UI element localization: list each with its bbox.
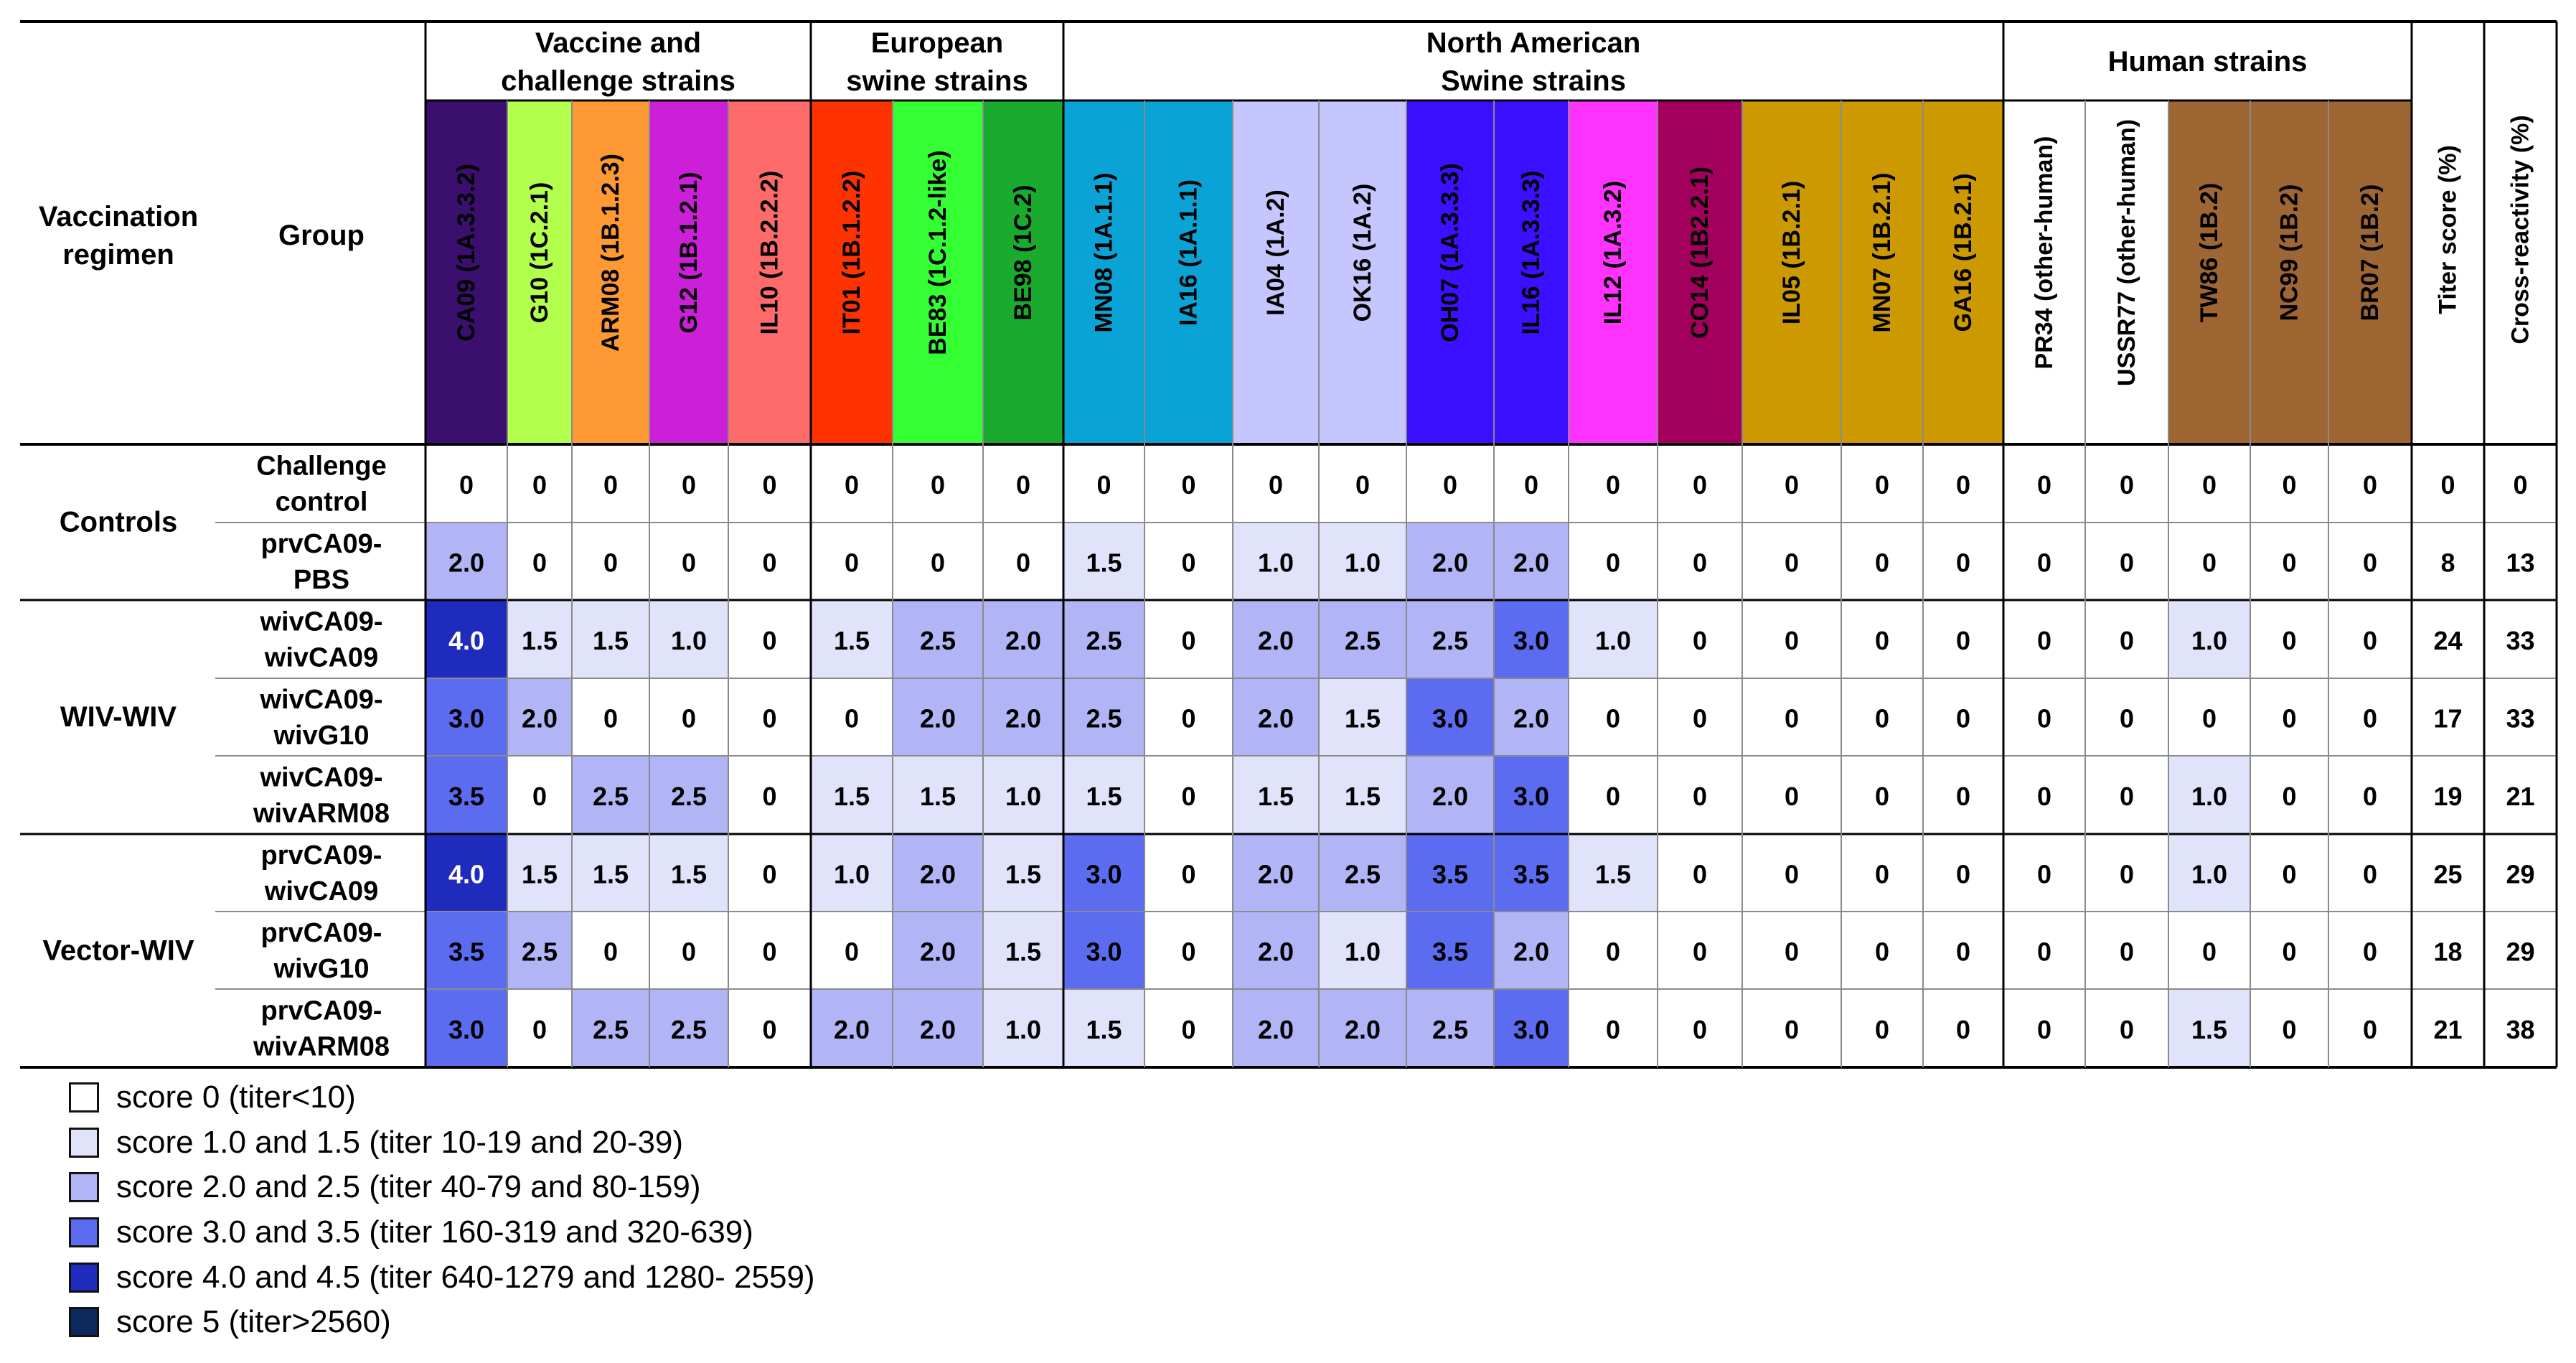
cell-value: 1.5 [670,859,708,889]
strain-label: CA09 (1A.3.3.2) [453,164,480,342]
cell-value: 0 [2036,937,2052,967]
score-legend [69,1075,1145,1345]
cross-reactivity-value: 33 [2506,703,2535,734]
cell-value: 1.5 [1086,1015,1122,1044]
cell-value: 0 [2282,470,2297,500]
cell-value: 1.5 [1594,859,1632,889]
cell-value: 0 [2036,1015,2052,1044]
strain-group-header-line2: swine strains [846,65,1028,97]
cell-value: 0 [2119,859,2135,889]
cell-value: 0 [844,548,860,578]
cell-value: 0 [930,548,946,578]
group-label-line1: prvCA09- [260,918,382,948]
strain-label: IL16 (1A.3.3.3) [1518,170,1545,335]
cell-value: 0 [681,937,697,967]
cell-value: 0 [1605,782,1621,811]
cell-value: 0 [1015,470,1031,500]
cell-value: 4.0 [448,859,485,889]
group-label-line1: prvCA09- [260,840,382,871]
cell-value: 0 [2201,548,2217,578]
cell-value: 2.0 [1432,548,1469,578]
cell-value: 0 [1955,548,1971,578]
cell-value: 0 [844,703,860,734]
cell-value: 0 [1096,470,1111,500]
cell-value: 0 [1955,1015,1971,1044]
cell-value: 0 [1874,937,1890,967]
cell-value: 1.5 [919,782,956,811]
cell-value: 2.0 [919,703,956,734]
cell-value: 0 [1355,470,1371,500]
cell-value: 0 [2362,548,2378,578]
cell-value: 0 [1692,782,1708,811]
cell-value: 0 [2362,626,2378,655]
cell-value: 0 [1605,937,1621,967]
cell-value: 0 [1605,548,1621,578]
cell-value: 3.5 [1432,937,1469,967]
cell-value: 1.5 [592,859,629,889]
cell-value: 2.5 [592,1015,629,1044]
cell-value: 0 [762,703,777,734]
cell-value: 1.0 [2191,782,2228,811]
cell-value: 2.0 [1513,937,1550,967]
legend-swatch [69,1082,99,1113]
cell-value: 2.5 [521,937,558,967]
strain-label: CO14 (1B2.2.1) [1686,167,1714,339]
cell-value: 0 [2119,470,2135,500]
group-label-line2: wivCA09 [264,876,379,907]
cell-value: 1.5 [521,626,558,655]
cell-value: 2.0 [448,548,485,578]
cell-value: 0 [532,782,547,811]
cell-value: 0 [762,859,777,889]
titer-score-value: 8 [2440,548,2455,578]
strain-label: IA04 (1A.2) [1262,189,1289,316]
cell-value: 1.0 [670,626,708,655]
cell-value: 0 [2119,626,2135,655]
cell-value: 0 [762,470,777,500]
cell-value: 0 [1692,548,1708,578]
legend-swatch [69,1307,99,1337]
strain-group-header-line1: Vaccine and [535,27,702,59]
cell-value: 0 [603,703,619,734]
cell-value: 2.5 [1432,1015,1469,1044]
group-label-line2: wivARM08 [253,798,390,829]
cell-value: 0 [1784,626,1800,655]
titer-score-value: 18 [2433,937,2463,967]
cell-value: 0 [1955,470,1971,500]
strain-label: OH07 (1A.3.3.3) [1437,163,1464,342]
legend-swatch [69,1172,99,1202]
strain-label: BE83 (1C.1.2-like) [924,150,951,355]
cell-value: 2.0 [1005,626,1042,655]
cross-reactivity-value: 33 [2506,626,2535,655]
cell-value: 0 [532,548,547,578]
cell-value: 0 [2119,703,2135,734]
cell-value: 3.5 [1432,859,1469,889]
cell-value: 3.5 [448,937,485,967]
cell-value: 3.0 [1432,703,1469,734]
strain-label: NC99 (1B.2) [2275,184,2303,322]
cell-value: 1.0 [2191,626,2228,655]
strain-label: G10 (1C.2.1) [526,182,553,324]
cell-value: 2.0 [1344,1015,1381,1044]
cross-reactivity-header: Cross-reactivity (%) [2506,115,2534,345]
cell-value: 1.0 [1257,548,1294,578]
regimen-header-line2: regimen [62,239,174,271]
cell-value: 2.0 [919,859,956,889]
group-label-line1: wivCA09- [260,606,383,637]
cell-value: 2.5 [1344,859,1381,889]
strain-label: PR34 (other-human) [2031,136,2058,370]
cell-value: 0 [762,782,777,811]
cell-value: 2.0 [1513,548,1550,578]
cell-value: 0 [2119,937,2135,967]
cell-value: 0 [844,470,860,500]
cell-value: 1.5 [2191,1015,2228,1044]
cell-value: 0 [1268,470,1284,500]
cell-value: 3.5 [448,782,485,811]
cross-reactivity-value: 29 [2506,859,2535,889]
cell-value: 2.5 [1086,703,1122,734]
regimen-label: WIV-WIV [60,701,177,733]
strain-label: OK16 (1A.2) [1349,183,1376,322]
cell-value: 0 [844,937,860,967]
cell-value: 0 [2201,937,2217,967]
cell-value: 0 [2282,937,2297,967]
cell-value: 1.5 [833,782,870,811]
cell-value: 2.0 [521,703,558,734]
cell-value: 0 [1605,1015,1621,1044]
cell-value: 1.5 [1086,548,1122,578]
cell-value: 0 [1442,470,1458,500]
cell-value: 0 [1874,626,1890,655]
strain-label: USSR77 (other-human) [2113,118,2140,387]
cell-value: 0 [762,626,777,655]
strain-label: IL05 (1B.2.1) [1778,180,1805,325]
legend-label: score 0 (titer<10) [116,1079,356,1115]
legend-label: score 4.0 and 4.5 (titer 640-1279 and 1280- 2559) [116,1259,815,1295]
cell-value: 1.5 [592,626,629,655]
cell-value: 1.5 [1005,859,1042,889]
cell-value: 2.5 [1432,626,1469,655]
cell-value: 2.5 [670,782,708,811]
cell-value: 0 [2282,626,2297,655]
legend-item [69,1255,1145,1300]
cell-value: 0 [762,937,777,967]
cell-value: 0 [1181,859,1196,889]
cell-value: 1.5 [1086,782,1122,811]
strain-label: IL10 (1B.2.2.2) [756,170,784,335]
group-label-line2: wivG10 [273,954,370,984]
group-label-line2: wivARM08 [253,1031,390,1062]
cell-value: 2.0 [1257,859,1294,889]
cell-value: 2.5 [1086,626,1122,655]
cell-value: 0 [1784,470,1800,500]
cell-value: 3.0 [448,1015,485,1044]
strain-group-header-line2: Swine strains [1441,65,1626,97]
cell-value: 0 [1955,626,1971,655]
strain-label: G12 (1B.1.2.1) [675,172,702,334]
regimen-header-line1: Vaccination [38,201,199,233]
cell-value: 0 [459,470,474,500]
cell-value: 2.0 [1257,703,1294,734]
cell-value: 0 [1181,470,1196,500]
regimen-label: Vector-WIV [42,935,194,967]
cell-value: 0 [1181,1015,1196,1044]
strain-label: ARM08 (1B.1.2.3) [597,154,624,352]
cell-value: 0 [2036,703,2052,734]
strain-group-header: Human strains [2107,46,2308,78]
group-label-line2: wivG10 [273,721,370,751]
cell-value: 1.0 [1594,626,1632,655]
cell-value: 0 [1784,1015,1800,1044]
cell-value: 0 [1955,703,1971,734]
cell-value: 0 [1181,703,1196,734]
cell-value: 0 [2362,937,2378,967]
cell-value: 0 [930,470,946,500]
titer-score-value: 17 [2433,703,2463,734]
cell-value: 1.0 [2191,859,2228,889]
cell-value: 1.5 [833,626,870,655]
strain-group-header-line2: challenge strains [501,65,735,97]
cell-value: 0 [2036,626,2052,655]
cell-value: 1.5 [521,859,558,889]
legend-item [69,1300,1145,1345]
cell-value: 0 [603,548,619,578]
cell-value: 0 [1955,937,1971,967]
cell-value: 0 [1605,703,1621,734]
strain-label: IT01 (1B.1.2.2) [838,170,865,335]
cell-value: 1.5 [1344,703,1381,734]
cell-value: 2.0 [919,1015,956,1044]
cell-value: 2.0 [1257,626,1294,655]
cell-value: 0 [1874,859,1890,889]
cross-reactivity-value: 0 [2513,470,2528,500]
group-header: Group [278,220,365,251]
cell-value: 0 [2036,548,2052,578]
cell-value: 0 [1181,782,1196,811]
cell-value: 1.0 [1005,782,1042,811]
group-label-line2: control [275,487,368,517]
group-label-line1: prvCA09- [260,529,382,559]
cell-value: 0 [1874,470,1890,500]
cell-value: 2.5 [1344,626,1381,655]
cross-reactivity-value: 13 [2506,548,2535,578]
legend-swatch [69,1263,99,1293]
titer-score-header: Titer score (%) [2434,145,2462,314]
group-label-line1: wivCA09- [260,762,383,793]
group-label-line2: PBS [293,565,350,595]
cell-value: 0 [1692,859,1708,889]
cell-value: 0 [681,703,697,734]
legend-swatch [69,1217,99,1247]
titer-score-value: 24 [2433,626,2463,655]
cell-value: 2.5 [592,782,629,811]
cell-value: 1.0 [1344,937,1381,967]
legend-label: score 3.0 and 3.5 (titer 160-319 and 320-639) [116,1214,753,1250]
cell-value: 1.0 [1005,1015,1042,1044]
cell-value: 0 [681,548,697,578]
cell-value: 0 [2119,1015,2135,1044]
cell-value: 0 [2362,859,2378,889]
cell-value: 0 [1692,1015,1708,1044]
strain-label: MN07 (1B.2.1) [1868,172,1896,333]
strain-group-header-line1: North American [1426,27,1641,59]
group-label-line1: Challenge [256,451,387,482]
cell-value: 0 [2362,782,2378,811]
cell-value: 0 [532,470,547,500]
cell-value: 0 [1955,859,1971,889]
group-label-line1: wivCA09- [260,685,383,715]
legend-label: score 1.0 and 1.5 (titer 10-19 and 20-39) [116,1124,684,1160]
cell-value: 0 [1955,782,1971,811]
cell-value: 0 [1784,548,1800,578]
cell-value: 0 [2036,470,2052,500]
cell-value: 0 [1181,548,1196,578]
legend-label: score 5 (titer>2560) [116,1304,391,1340]
strain-label: GA16 (1B.2.1) [1950,173,1977,332]
titer-score-value: 19 [2433,782,2463,811]
cell-value: 0 [2282,859,2297,889]
legend-item [69,1120,1145,1166]
cell-value: 0 [2119,782,2135,811]
cell-value: 2.0 [833,1015,870,1044]
strain-label: BE98 (1C.2) [1010,184,1037,321]
titer-score-value: 0 [2440,470,2455,500]
cell-value: 2.0 [1257,1015,1294,1044]
cell-value: 0 [1523,470,1539,500]
cell-value: 3.0 [448,703,485,734]
titer-score-value: 25 [2433,859,2463,889]
cell-value: 3.0 [1086,937,1122,967]
cell-value: 0 [2282,703,2297,734]
cell-value: 0 [1692,470,1708,500]
legend-item [69,1165,1145,1210]
cell-value: 0 [2282,548,2297,578]
cell-value: 0 [1692,937,1708,967]
cell-value: 0 [2201,470,2217,500]
cell-value: 0 [2201,703,2217,734]
cross-reactivity-value: 29 [2506,937,2535,967]
cell-value: 1.5 [1005,937,1042,967]
cell-value: 0 [2362,703,2378,734]
legend-item [69,1210,1145,1255]
cell-value: 2.0 [1513,703,1550,734]
cell-value: 1.0 [1344,548,1381,578]
strain-label: MN08 (1A.1.1) [1090,172,1118,333]
cell-value: 0 [1181,937,1196,967]
cell-value: 1.5 [1257,782,1294,811]
strain-label: IA16 (1A.1.1) [1175,179,1203,327]
cell-value: 0 [603,470,619,500]
cell-value: 0 [2282,782,2297,811]
cell-value: 0 [1874,782,1890,811]
cell-value: 0 [1605,470,1621,500]
cell-value: 0 [532,1015,547,1044]
cell-value: 1.0 [833,859,870,889]
cell-value: 2.0 [919,937,956,967]
cell-value: 2.0 [1005,703,1042,734]
strain-label: TW86 (1B.2) [2196,182,2223,323]
cell-value: 0 [1784,937,1800,967]
cell-value: 4.0 [448,626,485,655]
group-label-line2: wivCA09 [264,642,379,673]
cell-value: 0 [762,548,777,578]
cell-value: 0 [603,937,619,967]
strain-label: BR07 (1B.2) [2356,184,2384,322]
cell-value: 0 [762,1015,777,1044]
cell-value: 1.5 [1344,782,1381,811]
cell-value: 0 [2362,470,2378,500]
cell-value: 0 [1015,548,1031,578]
cell-value: 3.0 [1513,782,1550,811]
cell-value: 0 [1784,859,1800,889]
cell-value: 0 [1874,1015,1890,1044]
cell-value: 0 [1784,782,1800,811]
cell-value: 0 [681,470,697,500]
cell-value: 0 [1181,626,1196,655]
cell-value: 0 [2036,782,2052,811]
cell-value: 0 [1692,626,1708,655]
cell-value: 0 [1784,703,1800,734]
regimen-label: Controls [59,506,178,538]
strain-label: IL12 (1A.3.2) [1599,180,1627,325]
cell-value: 0 [1874,703,1890,734]
cell-value: 2.5 [670,1015,708,1044]
cell-value: 0 [1692,703,1708,734]
cross-reactivity-value: 21 [2506,782,2535,811]
cell-value: 0 [2119,548,2135,578]
cell-value: 3.0 [1513,626,1550,655]
cell-value: 2.0 [1257,937,1294,967]
cell-value: 2.0 [1432,782,1469,811]
legend-swatch [69,1128,99,1158]
cell-value: 3.5 [1513,859,1550,889]
cell-value: 0 [1874,548,1890,578]
group-label-line1: prvCA09- [260,996,382,1026]
cross-reactivity-value: 38 [2506,1015,2535,1044]
cell-value: 0 [2282,1015,2297,1044]
cell-value: 2.5 [919,626,956,655]
strain-group-header-line1: European [870,27,1004,59]
cell-value: 0 [2036,859,2052,889]
cell-value: 3.0 [1513,1015,1550,1044]
titer-score-value: 21 [2433,1015,2463,1044]
legend-label: score 2.0 and 2.5 (titer 40-79 and 80-159) [116,1169,701,1205]
cell-value: 3.0 [1086,859,1122,889]
cell-value: 0 [2362,1015,2378,1044]
legend-item [69,1075,1145,1120]
